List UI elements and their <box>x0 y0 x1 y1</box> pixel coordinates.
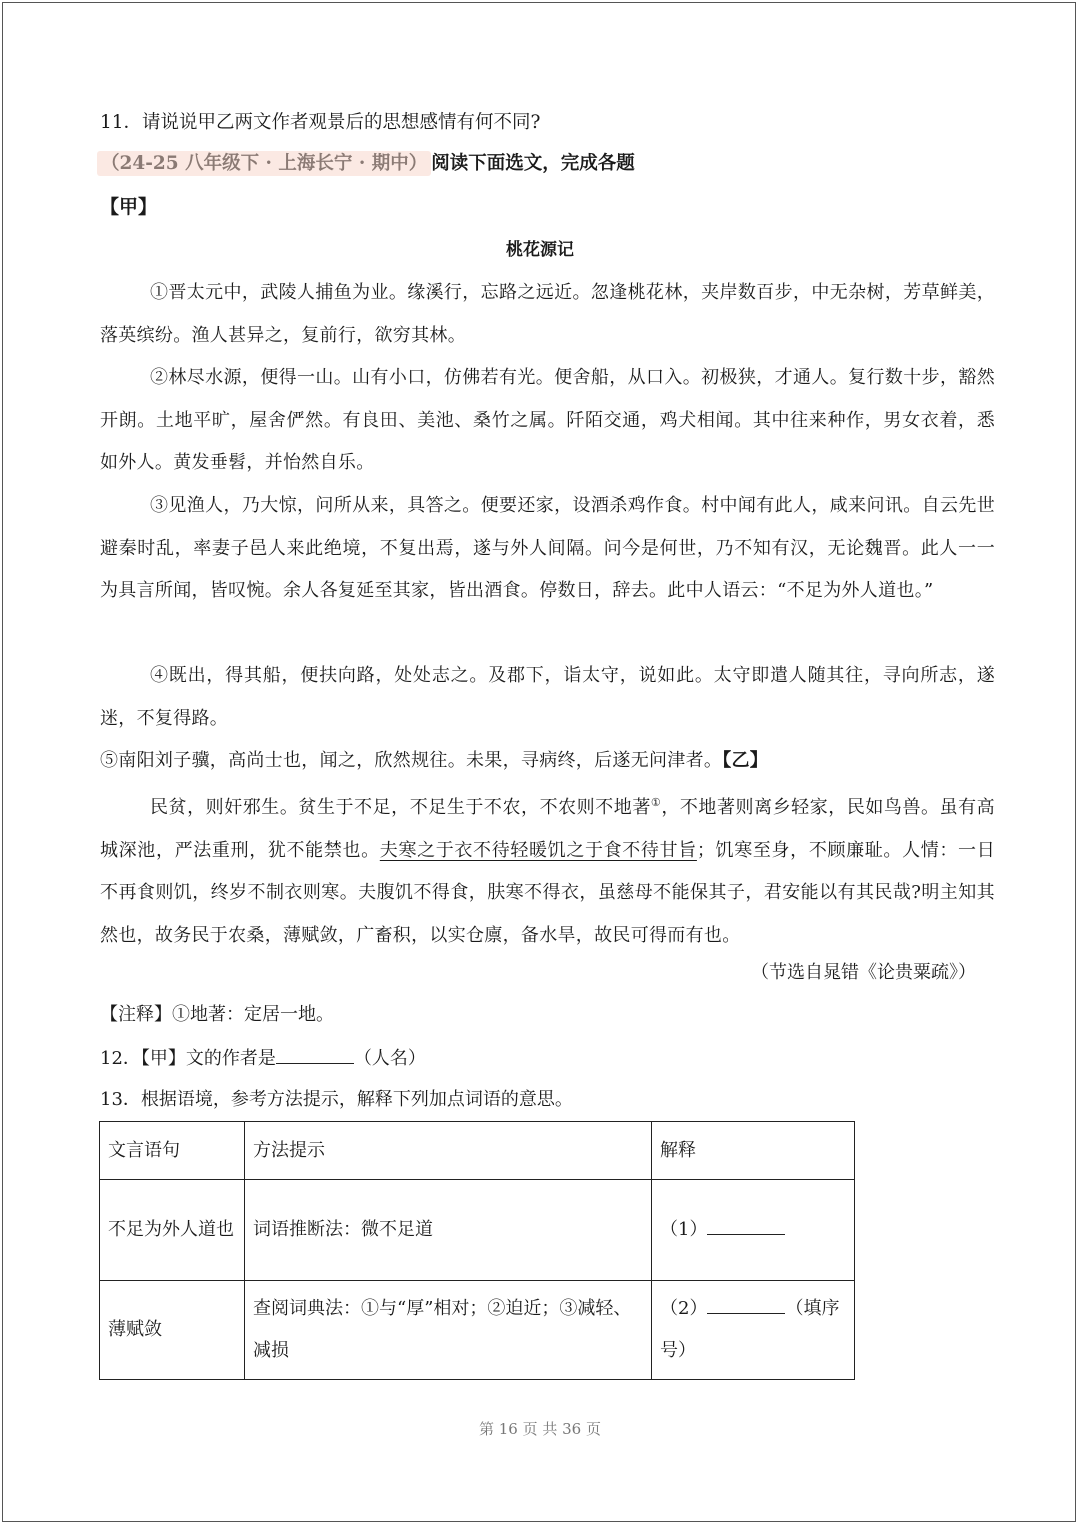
row-1-answer-blank[interactable] <box>707 1216 785 1235</box>
row-1-answer <box>652 1180 855 1281</box>
paragraph-4: ④既出，得其船，便扶向路，处处志之。及郡下，诣太守，说如此。太守即遣人随其往，寻向所志，遂迷，不复得路。 <box>100 665 995 729</box>
paragraph-5-line <box>100 740 820 783</box>
passage-title: 桃花源记 <box>506 240 574 260</box>
section-yi-label: 【乙】 <box>722 750 769 771</box>
row-2-answer <box>652 1281 855 1380</box>
paragraph-1: ①晋太元中，武陵人捕鱼为业。缘溪行，忘路之远近。忽逢桃花林，夹岸数百步，中无杂树，芳草鲜美，落英缤纷。渔人甚异之，复前行，欲穷其林。 <box>100 282 995 346</box>
source-instruction: 阅读下面选文，完成各题 <box>431 153 635 174</box>
yi-passage <box>100 782 995 957</box>
row-2-answer-label: （2） <box>660 1298 708 1319</box>
method-table <box>99 1121 855 1380</box>
source-tag: （24-25 八年级下 · 上海长宁 · 期中） <box>97 151 431 176</box>
row-2-answer-suffix: （填序号） <box>660 1298 840 1361</box>
row-1-hint: 词语推断法：微不足道 <box>245 1180 652 1281</box>
paragraph-3: ③见渔人，乃大惊，问所从来，具答之。便要还家，设酒杀鸡作食。村中闻有此人，咸来问讯。自云先世避秦时乱，率妻子邑人来此绝境，不复出焉，遂与外人间隔。问今是何世，乃不知有汉，无论魏晋。此人一一为具言所闻，皆叹惋。余人各复延至其家，皆出酒食。停数日，辞去。此中人语云：“不足为外人道也。” <box>100 495 995 602</box>
table-row <box>100 1281 855 1380</box>
section-jia-label: 【甲】 <box>100 196 158 218</box>
paragraph-5: ⑤南阳刘子骥，高尚士也，闻之，欣然规往。未果，寻病终，后遂无问津者。 <box>100 750 723 771</box>
underlined-sentence: 夫寒之于衣不待轻暖饥之于食不待甘旨 <box>379 839 697 861</box>
table-header-row <box>100 1122 855 1180</box>
source-line <box>97 152 635 176</box>
header-phrase: 文言语句 <box>100 1122 245 1180</box>
row-2-hint: 查阅词典法：①与“厚”相对；②迫近；③减轻、减损 <box>245 1281 652 1380</box>
yi-part-3: ；饥寒至身，不顾廉耻。人情：一日不再食则饥，终岁不制衣则寒。夫腹饥不得食，肤寒不得衣，虽慈母不能保其子，君安能以有其民哉?明主知其然也，故务民于农桑，薄赋敛，广畜积，以实仓廪，备水旱，故民可得而有也。 <box>100 839 995 946</box>
header-answer: 解释 <box>652 1122 855 1180</box>
annotation: 【注释】①地著：定居一地。 <box>100 1004 334 1025</box>
question-12-prefix: 12．【甲】文的作者是 <box>100 1048 276 1069</box>
question-11: 11．请说说甲乙两文作者观景后的思想感情有何不同? <box>100 112 541 133</box>
row-2-phrase: 薄赋敛 <box>100 1281 245 1380</box>
table-row <box>100 1180 855 1281</box>
yi-part-2: ，不地著则离乡轻家，民如鸟兽。虽有高城深池，严法重刑，犹不能禁也。 <box>100 797 995 861</box>
row-1-phrase: 不足为外人道也 <box>100 1180 245 1281</box>
question-13: 13．根据语境，参考方法提示，解释下列加点词语的意思。 <box>100 1089 573 1110</box>
header-hint: 方法提示 <box>245 1122 652 1180</box>
paragraph-2: ②林尽水源，便得一山。山有小口，仿佛若有光。便舍船，从口入。初极狭，才通人。复行数十步，豁然开朗。土地平旷，屋舍俨然。有良田、美池、桑竹之属。阡陌交通，鸡犬相闻。其中往来种作，男女衣着，悉如外人。黄发垂髫，并怡然自乐。 <box>100 367 995 474</box>
author-answer-blank[interactable] <box>276 1045 354 1064</box>
footnote-mark: ① <box>650 796 662 809</box>
row-1-answer-label: （1） <box>660 1219 708 1240</box>
row-2-answer-blank[interactable] <box>707 1295 785 1314</box>
yi-part-1: 民贫，则奸邪生。贫生于不足，不足生于不农，不农则不地著 <box>150 797 651 818</box>
citation: （节选自晁错《论贵粟疏》） <box>751 962 976 983</box>
page-footer: 第 16 页 共 36 页 <box>478 1420 601 1438</box>
question-12 <box>100 1045 426 1071</box>
question-12-suffix: （人名） <box>353 1048 426 1069</box>
